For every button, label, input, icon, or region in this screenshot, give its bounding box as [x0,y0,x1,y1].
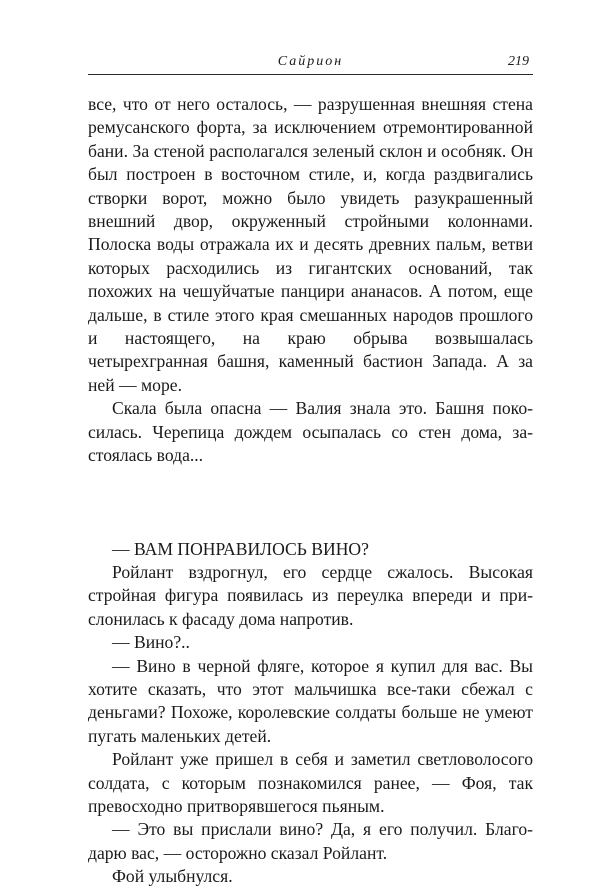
paragraph: — Вино в черной фляге, которое я купил для вас. Вы хотите сказать, что этот мальчишка все-таки сбежал с деньгами? Похоже, королевские солдаты больше не умеют пугать маленьких детей. [88,655,533,746]
scene-break [88,468,533,538]
paragraph: Ройлант уже пришел в себя и заметил светловолосого солдата, с которым познакомился ранее, — Фоя, так превосходно притворявшегося пьяным. [88,749,533,816]
paragraph: Ройлант вздрогнул, его сердце сжалось. Высокая стройная фигура появилась из переулка впереди и прислонилась к фасаду дома напротив. [88,561,533,629]
page-number: 219 [508,54,529,69]
paragraph: — Вино?.. [112,632,190,653]
paragraph: Скала была опасна — Валия знала это. Башня покосилась. Черепица дождем осыпалась со стен дома, застоялась вода... [88,398,533,466]
body-text [88,93,533,889]
paragraph: все, что от него осталось, — разрушенная внешняя стена ремусанского форта, за исключением отремонтированной бани. За стеной располагался зеленый склон и особняк. Он был построен в восточном стиле, и, когда раздвигались створки ворот, можно было увидеть разукрашенный внешний двор, окруженный стройными колоннами. Полоска воды отражала их и десять древних пальм, ветви которых расходились из гигантских оснований, так похожих на чешуйчатые панцири ананасов. А потом, еще дальше, в стиле этого края смешанных народов прошлого и настоящего, на краю обрыва возвышалась четырехгранная башня, каменный бастион Запада. А за ней — море. [88,94,533,395]
running-title: Сайрион [277,54,344,69]
book-page [88,52,533,887]
chapter-opening-line: — ВАМ ПОНРАВИЛОСЬ ВИНО? [112,538,369,559]
paragraph: — Это вы прислали вино? Да, я его получил. Благодарю вас, — осторожно сказал Ройлант. [88,819,533,863]
running-head [88,52,533,75]
paragraph: Фой улыбнулся. [112,866,233,887]
